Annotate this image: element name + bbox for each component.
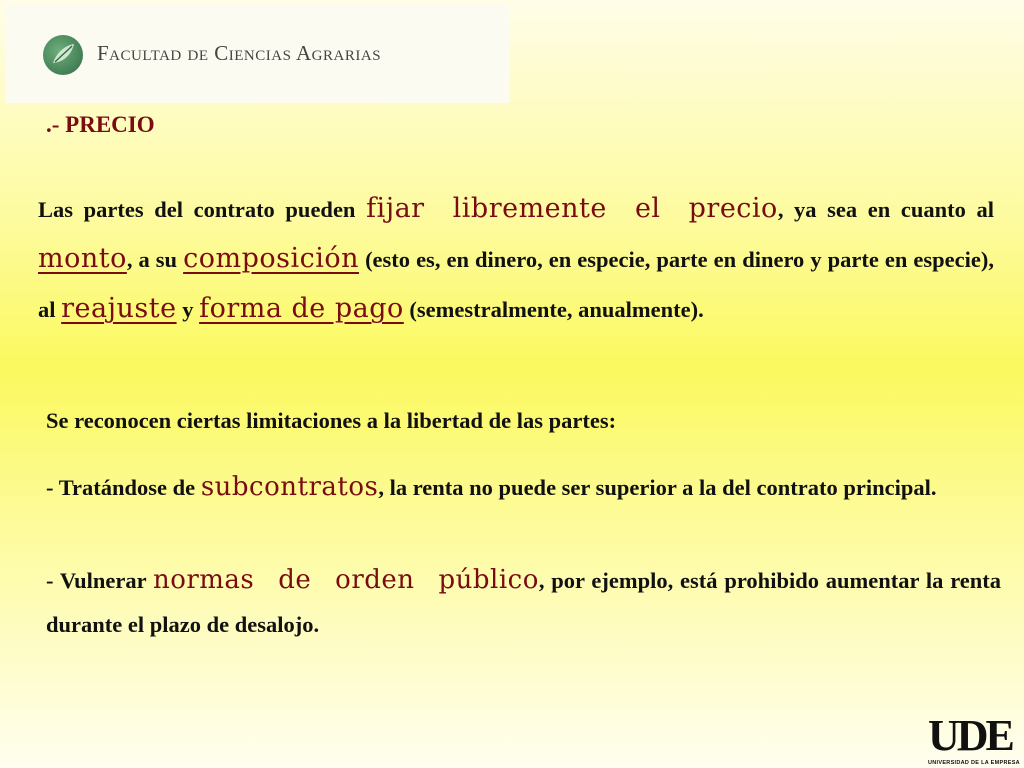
text-span: , ya sea en cuanto al [777, 197, 994, 222]
ude-logo [928, 711, 1020, 766]
ude-logo-subtitle: UNIVERSIDAD DE LA EMPRESA [928, 760, 1020, 766]
text-span: - Vulnerar [46, 568, 153, 593]
text-span: (esto es, en dinero, en especie, parte en dinero y parte en especie), al [38, 247, 994, 322]
text-span: y [176, 297, 200, 322]
text-span: , a su [126, 247, 184, 272]
highlight-subcontratos: subcontratos [200, 472, 379, 502]
leaf-icon [43, 35, 83, 75]
faculty-name: Facultad de Ciencias Agrarias [97, 41, 382, 65]
text-span: Las partes del contrato pueden [38, 197, 367, 222]
limitation-item-subcontratos [46, 468, 1001, 507]
highlight-monto: monto [38, 243, 127, 274]
highlight-fijar-libremente: fijar libremente el precio [366, 193, 778, 224]
limitations-intro: Se reconocen ciertas limitaciones a la libertad de las partes: [46, 408, 617, 433]
text-span: - Tratándose de [46, 475, 201, 500]
limitation-item-orden-publico [46, 558, 1001, 647]
faculty-header [5, 5, 510, 103]
ude-logo-letters: UDE [928, 711, 1012, 760]
highlight-forma-de-pago: forma de pago [199, 293, 404, 324]
highlight-normas-orden-publico: normas de orden público [152, 565, 539, 595]
text-span: (semestralmente, anualmente). [403, 297, 704, 322]
section-title: .- PRECIO [46, 112, 155, 137]
text-span: , por ejemplo, está prohibido aumentar la renta durante el plazo de desalojo. [46, 568, 1002, 637]
price-paragraph [38, 184, 994, 334]
text-span: , la renta no puede ser superior a la del contrato principal. [378, 475, 937, 500]
highlight-reajuste: reajuste [61, 293, 177, 324]
highlight-composicion: composición [183, 243, 360, 274]
